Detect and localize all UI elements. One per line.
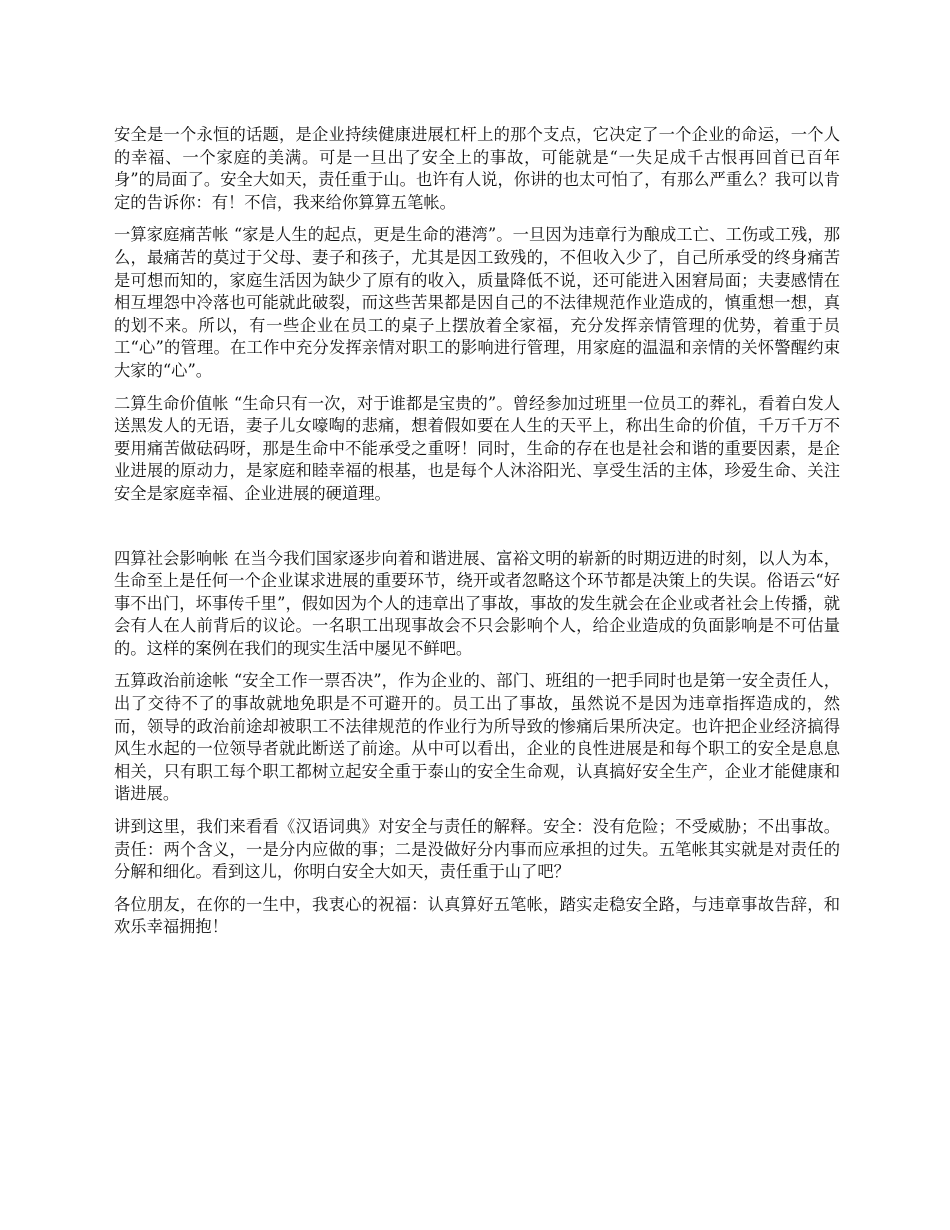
paragraph-social-impact-account: 四算社会影响帐 在当今我们国家逐步向着和谐进展、富裕文明的崭新的时期迈进的时刻，以人为本，生命至上是任何一个企业谋求进展的重要环节，绕开或者忽略这个环节都是决策上的失误。俗语云“好事不出门，坏事传千里”，假如因为个人的违章出了事故，事故的发生就会在企业或者社会上传播，就会有人在人前背后的议论。一名职工出现事故会不只会影响个人，给企业造成的负面影响是不可估量的。这样的案例在我们的现实生活中屡见不鲜吧。 [114,548,840,658]
paragraph-intro: 安全是一个永恒的话题，是企业持续健康进展杠杆上的那个支点，它决定了一个企业的命运，一个人的幸福、一个家庭的美满。可是一旦出了安全上的事故，可能就是“一失足成千古恨再回首已百年身”的局面了。安全大如天，责任重于山。也许有人说，你讲的也太可怕了，有那么严重么？我可以肯定的告诉你：有！不信，我来给你算算五笔帐。 [114,125,840,212]
paragraph-family-account: 一算家庭痛苦帐 “家是人生的起点，更是生命的港湾”。一旦因为违章行为酿成工亡、工伤或工残，那么，最痛苦的莫过于父母、妻子和孩子，尤其是因工致残的，不但收入少了，自己所承受的终身痛苦是可想而知的，家庭生活因为缺少了原有的收入，质量降低不说，还可能进入困窘局面；夫妻感情在相互埋怨中冷落也可能就此破裂，而这些苦果都是因自己的不法律规范作业造成的，慎重想一想，真的划不来。所以，有一些企业在员工的桌子上摆放着全家福，充分发挥亲情管理的优势，着重于员工“心”的管理。在工作中充分发挥亲情对职工的影响进行管理，用家庭的温温和亲情的关怀警醒约束大家的“心”。 [114,225,840,380]
document-body [114,124,840,949]
paragraph-life-value-account: 二算生命价值帐 “生命只有一次，对于谁都是宝贵的”。曾经参加过班里一位员工的葬礼，看着白发人送黑发人的无语，妻子儿女嚎啕的悲痛，想着假如要在人生的天平上，称出生命的价值，千万千万不要用痛苦做砝码呀，那是生命中不能承受之重呀！同时，生命的存在也是社会和谐的重要因素，是企业进展的原动力，是家庭和睦幸福的根基，也是每个人沐浴阳光、享受生活的主体，珍爱生命、关注安全是家庭幸福、企业进展的硬道理。 [114,393,840,503]
paragraph-political-future-account: 五算政治前途帐 “安全工作一票否决”，作为企业的、部门、班组的一把手同时也是第一安全责任人，出了交待不了的事故就地免职是不可避开的。员工出了事故，虽然说不是因为违章指挥造成的，然而，领导的政治前途却被职工不法律规范的作业行为所导致的惨痛后果所决定。也许把企业经济搞得风生水起的一位领导者就此断送了前途。从中可以看出，企业的良性进展是和每个职工的安全是息息相关，只有职工每个职工都树立起安全重于泰山的安全生命观，认真搞好安全生产，企业才能健康和谐进展。 [114,671,840,804]
paragraph-closing-wishes: 各位朋友，在你的一生中，我衷心的祝福：认真算好五笔帐，踏实走稳安全路，与违章事故告辞，和欢乐幸福拥抱！ [114,894,840,937]
paragraph-dictionary-definition: 讲到这里，我们来看看《汉语词典》对安全与责任的解释。安全：没有危险；不受威胁；不出事故。责任：两个含义，一是分内应做的事；二是没做好分内事而应承担的过失。五笔帐其实就是对责任的分解和细化。看到这儿，你明白安全大如天，责任重于山了吧？ [114,817,840,882]
